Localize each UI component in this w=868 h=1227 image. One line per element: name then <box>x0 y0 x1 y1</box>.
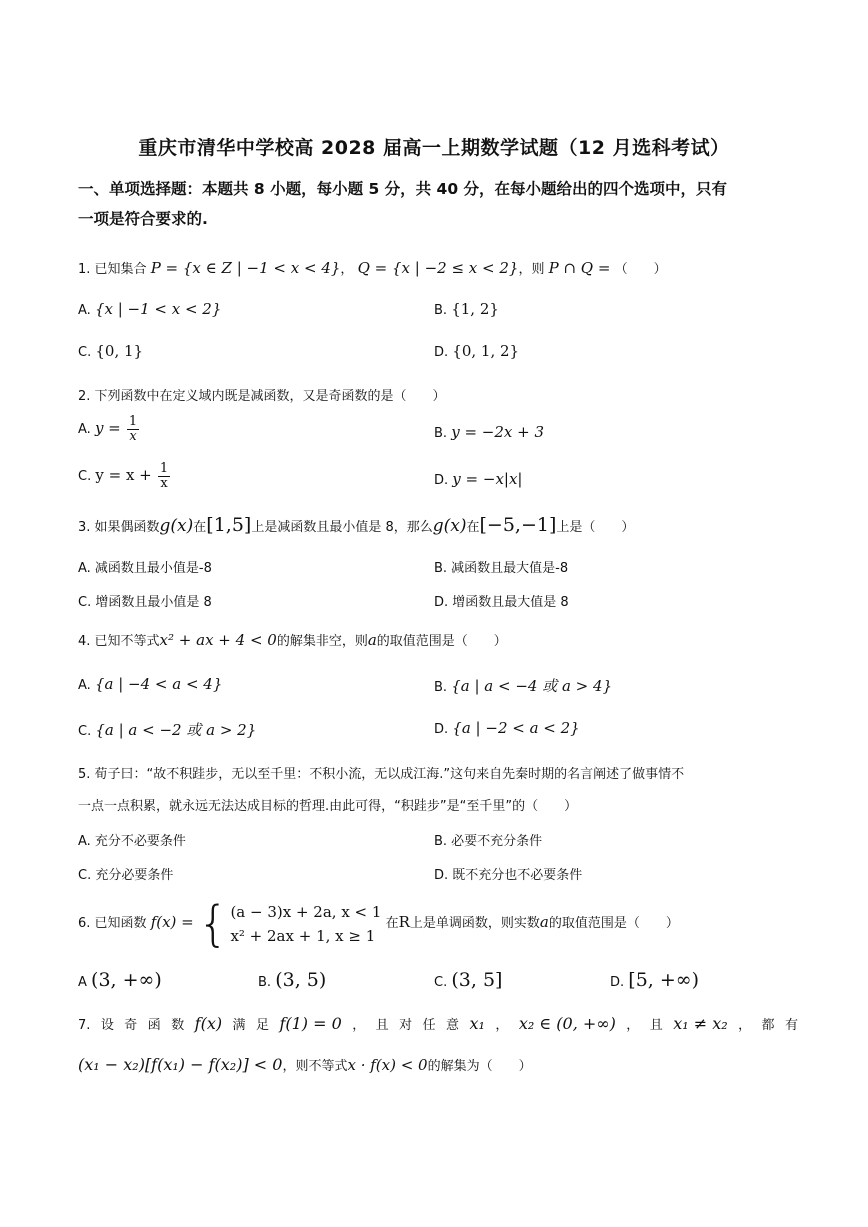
stem-text: ，则不等式 <box>282 1059 348 1074</box>
fraction-numerator: 1 <box>159 461 169 476</box>
option-label: B. <box>258 975 272 990</box>
stem-text: 上是减函数且最小值是 8，那么 <box>251 520 433 535</box>
question-5-option-d: D. 既不充分也不必要条件 <box>434 868 583 883</box>
question-7-token: 对 <box>399 1018 413 1033</box>
option-label: D. <box>434 345 449 360</box>
question-1-prefix: 1. 已知集合 <box>78 262 147 277</box>
option-value: {x | −1 < x < 2} <box>94 300 222 318</box>
option-value: {a | −4 < a < 4} <box>94 675 223 693</box>
piecewise-case-1: (a − 3)x + 2a, x < 1 <box>230 902 382 921</box>
question-5-stem-line-1: 5. 荀子曰：“故不积跬步，无以至千里：不积小流，无以成江海.”这句来自先秦时期的名言阐述了做事情不 <box>78 767 685 782</box>
question-3-stem <box>78 514 634 536</box>
question-7-token: 意 <box>446 1018 460 1033</box>
option-value: {0, 1} <box>95 342 144 360</box>
stem-text: 4. 已知不等式 <box>78 634 160 649</box>
stem-text: 的解集为（ ） <box>427 1059 532 1074</box>
question-7-stem-line-2 <box>78 1055 532 1074</box>
question-1-option-a <box>78 300 221 318</box>
variable: a <box>539 913 549 931</box>
question-6-option-b <box>258 969 326 991</box>
stem-text: 在 <box>466 520 480 535</box>
option-value: y = −x|x| <box>452 470 523 488</box>
option-value: {a | a < −2 或 a > 2} <box>95 721 257 739</box>
variable: a <box>367 631 377 649</box>
function-f: f(x) = <box>150 913 194 931</box>
question-7-stem-line-1 <box>78 1014 798 1033</box>
fraction-numerator: 1 <box>128 414 138 429</box>
question-7-token: ， <box>738 1018 752 1033</box>
question-2-option-d <box>434 470 522 488</box>
question-7-token: 函 <box>147 1018 161 1033</box>
option-label: C. <box>434 975 448 990</box>
option-value: y = −2x + 3 <box>451 423 545 441</box>
fraction <box>158 462 170 491</box>
question-7-token: ， <box>626 1018 640 1033</box>
question-7-token: ， <box>495 1018 509 1033</box>
question-2-option-b <box>434 423 544 441</box>
fraction-denominator: x <box>129 429 137 444</box>
question-7-token: x₂ ∈ (0, +∞) <box>518 1014 616 1033</box>
question-7-token: 满 <box>232 1018 246 1033</box>
question-3-option-a: A. 减函数且最小值是-8 <box>78 561 212 576</box>
question-1-option-b <box>434 300 499 318</box>
question-5-option-b: B. 必要不充分条件 <box>434 834 543 849</box>
inequality: x² + ax + 4 < 0 <box>159 631 277 649</box>
option-label: C. <box>78 345 92 360</box>
question-7-token: 7. <box>78 1018 91 1033</box>
question-1-answer-blank: （ ） <box>614 262 667 277</box>
condition: (x₁ − x₂)[f(x₁) − f(x₂)] < 0 <box>78 1055 283 1074</box>
question-1-set-p: P = {x ∈ Z | −1 < x < 4} <box>150 259 341 277</box>
question-2-option-a <box>78 415 141 444</box>
question-7-token: f(x) <box>194 1014 223 1033</box>
question-3-option-d: D. 增函数且最大值是 8 <box>434 595 569 610</box>
question-2-stem: 2. 下列函数中在定义域内既是减函数，又是奇函数的是（ ） <box>78 389 446 404</box>
piecewise-case-2: x² + 2ax + 1, x ≥ 1 <box>230 926 376 945</box>
question-4-option-c <box>78 719 256 740</box>
stem-text: 上是（ ） <box>556 520 635 535</box>
piecewise-cases <box>230 900 381 948</box>
option-label: D. <box>434 722 449 737</box>
question-7-token: f(1) = 0 <box>279 1014 342 1033</box>
question-7-token: 且 <box>375 1018 389 1033</box>
question-1-option-d <box>434 342 519 360</box>
stem-text: 6. 已知函数 <box>78 916 147 931</box>
option-label: A. <box>78 303 91 318</box>
question-7-token: x₁ ≠ x₂ <box>673 1014 728 1033</box>
section-heading-line-2: 一项是符合要求的. <box>78 210 208 228</box>
option-value: {a | a < −4 或 a > 4} <box>451 677 613 695</box>
option-value: (3, 5) <box>275 969 327 991</box>
option-label: D. <box>434 473 449 488</box>
option-label: B. <box>434 426 448 441</box>
option-label: C. <box>78 724 92 739</box>
question-4-option-d <box>434 719 580 737</box>
question-1-set-q: Q = {x | −2 ≤ x < 2} <box>357 259 519 277</box>
question-7-token: 有 <box>784 1018 798 1033</box>
function-g: g(x) <box>432 516 467 536</box>
option-value: {1, 2} <box>451 300 499 318</box>
question-1-expression: P ∩ Q = <box>548 259 611 277</box>
question-1-then: ，则 <box>518 262 545 277</box>
question-3-option-b: B. 减函数且最大值是-8 <box>434 561 569 576</box>
option-label: B. <box>434 303 448 318</box>
option-value: {0, 1, 2} <box>452 342 520 360</box>
question-7-token: x₁ <box>469 1014 485 1033</box>
question-7-token: 设 <box>100 1018 114 1033</box>
question-7-token: 且 <box>649 1018 663 1033</box>
function-g: g(x) <box>159 516 194 536</box>
question-4-option-b <box>434 675 612 696</box>
question-5-stem-line-2: 一点一点积累，就永远无法达成目标的哲理.由此可得，“积跬步”是“至千里”的（ ） <box>78 799 578 814</box>
question-2-option-c <box>78 462 172 491</box>
question-6-stem <box>78 896 679 950</box>
option-label: A. <box>78 422 91 437</box>
fraction <box>127 415 139 444</box>
fraction-denominator: x <box>160 476 168 491</box>
question-5-option-a: A. 充分不必要条件 <box>78 834 186 849</box>
interval: [1,5] <box>206 514 252 536</box>
option-value: {a | −2 < a < 2} <box>452 719 580 737</box>
question-7-token: 足 <box>255 1018 269 1033</box>
question-7-token: 都 <box>761 1018 775 1033</box>
option-value: (3, +∞) <box>91 969 162 991</box>
option-value: (3, 5] <box>451 969 503 991</box>
stem-text: 的解集非空，则 <box>276 634 368 649</box>
stem-text: 的取值范围是（ ） <box>376 634 507 649</box>
question-7-token: 任 <box>422 1018 436 1033</box>
question-3-option-c: C. 增函数且最小值是 8 <box>78 595 212 610</box>
page-title: 重庆市清华中学校高 2028 届高一上期数学试题（12 月选科考试） <box>138 137 730 159</box>
option-label: A. <box>78 678 91 693</box>
question-1-stem <box>78 258 667 277</box>
question-7-token: 奇 <box>124 1018 138 1033</box>
question-6-option-a <box>78 969 162 991</box>
stem-text: 3. 如果偶函数 <box>78 520 160 535</box>
question-1-option-c <box>78 342 143 360</box>
stem-text: 的取值范围是（ ） <box>548 916 679 931</box>
stem-text: 在 <box>193 520 207 535</box>
question-5-option-c: C. 充分必要条件 <box>78 868 174 883</box>
question-6-option-c <box>434 969 502 991</box>
left-brace: { <box>197 895 229 952</box>
stem-text: 上是单调函数，则实数 <box>409 916 540 931</box>
question-6-option-d <box>610 969 699 991</box>
option-lhs: y = x + <box>95 466 152 484</box>
question-7-token: 数 <box>171 1018 185 1033</box>
option-lhs: y = <box>94 419 121 437</box>
question-7-token: ， <box>352 1018 366 1033</box>
stem-text: 在 <box>385 916 399 931</box>
option-label: C. <box>78 469 92 484</box>
interval: [−5,−1] <box>479 514 557 536</box>
question-1-separator: ， <box>340 262 354 277</box>
option-label: D. <box>610 975 625 990</box>
option-value: [5, +∞) <box>628 969 700 991</box>
question-4-stem <box>78 630 507 649</box>
section-heading-line-1: 一、单项选择题：本题共 8 小题，每小题 5 分，共 40 分，在每小题给出的四个选项中，只有 <box>78 180 728 198</box>
question-4-option-a <box>78 675 222 693</box>
option-label: A <box>78 975 87 990</box>
real-numbers: R <box>398 913 410 931</box>
option-label: B. <box>434 680 448 695</box>
inequality: x · f(x) < 0 <box>347 1056 428 1074</box>
